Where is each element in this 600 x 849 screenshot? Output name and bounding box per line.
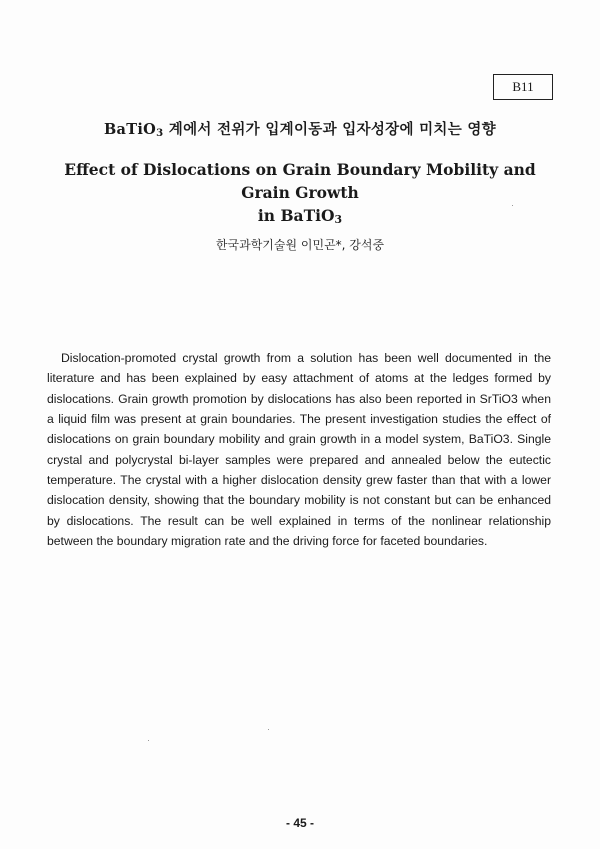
english-title-line-1: Effect of Dislocations on Grain Boundary Mobility and Grain Growth xyxy=(64,160,536,202)
abstract-body: Dislocation-promoted crystal growth from a solution has been well documented in the literature and has been explained by easy attachment of atoms at the ledges formed by dislocations. Grain growth promotion by dislocations has also been reported in SrTiO3 when a liquid film was present at grain boundaries. The present investigation studies the effect of dislocations on grain boundary mobility and grain growth in a model system, BaTiO3. Single crystal and polycrystal bi-layer samples were prepared and annealed below the eutectic temperature. The crystal with a higher dislocation density grew faster than that with a lower dislocation density, showing that the boundary mobility is not constant but can be enhanced by dislocations. The result can be well explained in terms of the nonlinear relationship between the boundary migration rate and the driving force for faceted boundaries. xyxy=(47,351,551,548)
english-title xyxy=(40,158,560,231)
english-title-line-2 xyxy=(40,204,560,231)
scan-speck xyxy=(512,205,513,206)
scan-speck xyxy=(148,740,149,741)
korean-title-text: 계에서 전위가 입계이동과 입자성장에 미치는 영향 xyxy=(163,121,496,138)
authors-affiliation: 한국과학기술원 이민곤*, 강석중 xyxy=(215,238,385,252)
page-number: - 45 - xyxy=(285,816,314,830)
abstract-code-box xyxy=(493,74,553,100)
korean-title xyxy=(0,118,600,139)
abstract-code-label: B11 xyxy=(512,79,534,94)
scan-speck xyxy=(268,729,269,730)
english-title-formula-subscript: 3 xyxy=(334,213,343,226)
korean-title-formula: BaTiO xyxy=(104,121,157,138)
korean-title-formula-subscript: 3 xyxy=(156,127,164,139)
english-title-line-2-text: in BaTiO xyxy=(257,206,335,225)
